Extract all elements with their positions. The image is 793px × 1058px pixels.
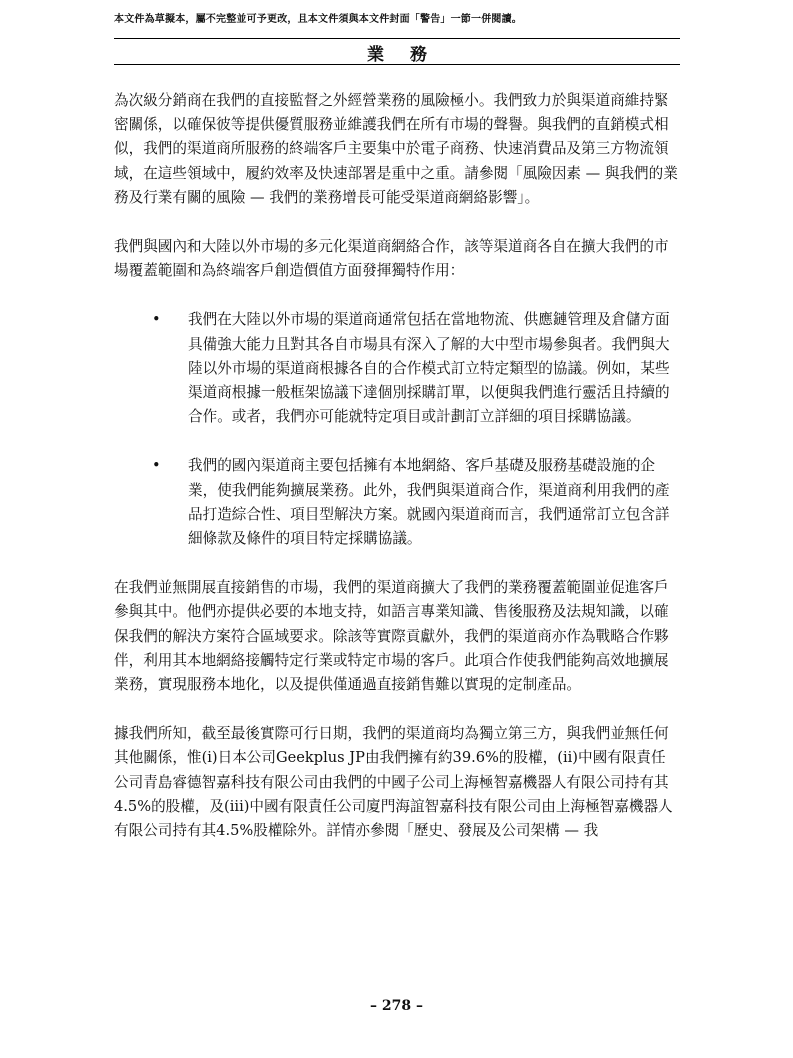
bullet-icon: •	[152, 311, 161, 329]
header-rule-top	[114, 38, 680, 39]
section-title: 業務	[367, 45, 453, 65]
bullet-text: 我們的國內渠道商主要包括擁有本地網絡、客戶基礎及服務基礎設施的企業，使我們能夠擴展業務。此外，我們與渠道商合作，渠道商利用我們的產品打造綜合性、項目型解決方案。就國內渠道商而言，我們通常訂立包含詳細條款及條件的項目特定採購協議。	[188, 457, 670, 548]
header-rule-bottom	[114, 64, 680, 65]
paragraph-distributor-network: 我們與國內和大陸以外市場的多元化渠道商網絡合作，該等渠道商各自在擴大我們的市場覆蓋範圍和為終端客戶創造價值方面發揮獨特作用：	[114, 238, 669, 280]
bullet-text: 我們在大陸以外市場的渠道商通常包括在當地物流、供應鏈管理及倉儲方面具備強大能力且對其各自市場具有深入了解的大中型市場參與者。我們與大陸以外市場的渠道商根據各自的合作模式訂立特定類型的協議。例如，某些渠道商根據一般框架協議下達個別採購訂單，以便與我們進行靈活且持續的合作。或者，我們亦可能就特定項目或計劃訂立詳細的項目採購協議。	[188, 311, 670, 426]
paragraph-market-expansion: 在我們並無開展直接銷售的市場，我們的渠道商擴大了我們的業務覆蓋範圍並促進客戶參與其中。他們亦提供必要的本地支持，如語言專業知識、售後服務及法規知識，以確保我們的解決方案符合區域要求。除該等實際貢獻外，我們的渠道商亦作為戰略合作夥伴，利用其本地網絡接觸特定行業或特定市場的客戶。此項合作使我們能夠高效地擴展業務，實現服務本地化，以及提供僅通過直接銷售難以實現的定制產品。	[114, 579, 669, 694]
document-body	[114, 89, 680, 843]
bullet-item-domestic-distributors	[114, 454, 680, 551]
bullet-icon: •	[152, 457, 161, 475]
bullet-item-overseas-distributors	[114, 308, 680, 429]
paragraph-distributor-risk: 為次級分銷商在我們的直接監督之外經營業務的風險極小。我們致力於與渠道商維持緊密關係，以確保彼等提供優質服務並維護我們在所有市場的聲譽。與我們的直銷模式相似，我們的渠道商所服務的終端客戶主要集中於電子商務、快速消費品及第三方物流領域，在這些領域中，履約效率及快速部署是重中之重。請參閱「風險因素 — 與我們的業務及行業有關的風險 — 我們的業務增長可能受渠道商網絡影響」。	[114, 92, 678, 206]
paragraph-independence: 據我們所知，截至最後實際可行日期，我們的渠道商均為獨立第三方，與我們並無任何其他關係，惟(i)日本公司Geekplus JP由我們擁有約39.6%的股權，(ii)中國有限責任公司青島睿德智嘉科技有限公司由我們的中國子公司上海極智嘉機器人有限公司持有其4.5%的股權，及(iii)中國有限責任公司廈門海誼智嘉科技有限公司由上海極智嘉機器人有限公司持有其4.5%股權除外。詳情亦參閱「歷史、發展及公司架構 — 我	[114, 725, 673, 840]
draft-warning-notice: 本文件為草擬本，屬不完整並可予更改，且本文件須與本文件封面「警告」一節一併閱讀。	[114, 14, 522, 25]
page-number: – 278 –	[370, 998, 423, 1014]
